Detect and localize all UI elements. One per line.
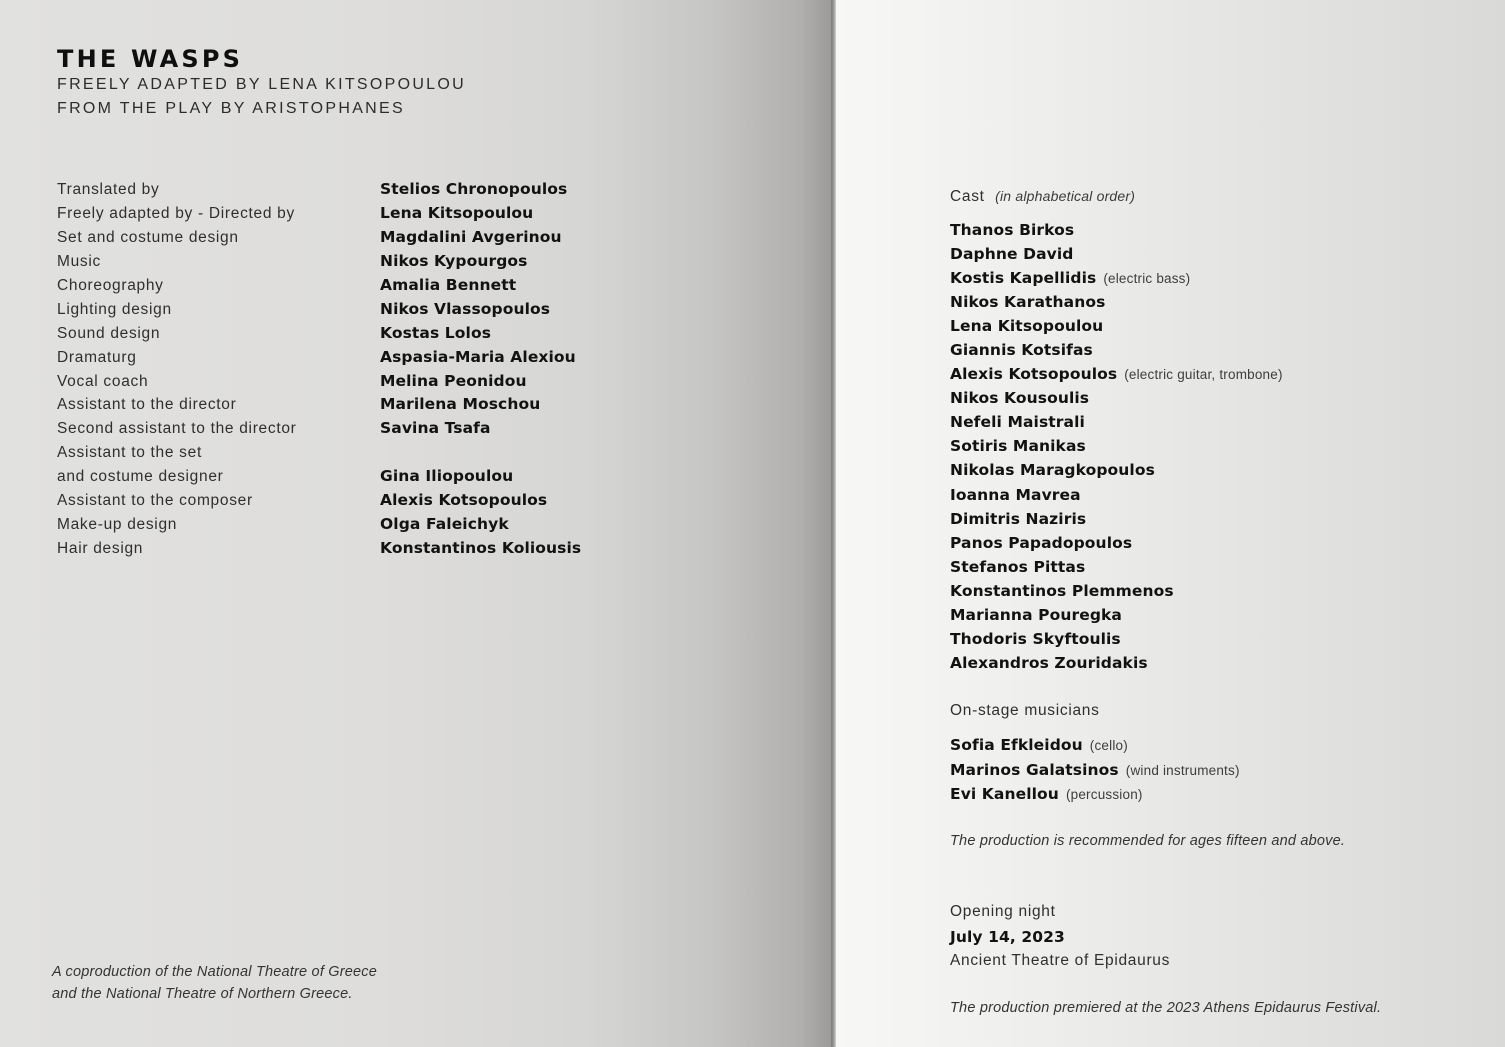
credit-row	[57, 298, 677, 322]
credit-name: Lena Kitsopoulou	[380, 203, 534, 222]
coproduction-note	[52, 962, 377, 1005]
credit-name: Melina Peonidou	[380, 371, 527, 390]
cast-name: Nefeli Maistrali	[950, 413, 1085, 432]
credits-list	[57, 178, 677, 561]
musician-instrument-note: (percussion)	[1065, 787, 1143, 802]
credit-role: Assistant to the composer	[57, 492, 253, 510]
opening-block	[950, 900, 1170, 974]
cast-name: Konstantinos Plemmenos	[950, 581, 1174, 600]
cast-row	[950, 386, 1283, 410]
opening-date: July 14, 2023	[950, 927, 1065, 946]
credit-row	[57, 489, 677, 513]
cast-row	[950, 603, 1283, 627]
cast-name: Ioanna Mavrea	[950, 485, 1081, 504]
credit-role: Dramaturg	[57, 348, 137, 366]
credit-role: Set and costume design	[57, 228, 239, 246]
credit-name: Savina Tsafa	[380, 419, 491, 438]
credit-name: Konstantinos Koliousis	[380, 539, 582, 558]
credit-row	[57, 322, 677, 346]
cast-row	[950, 362, 1283, 386]
credit-role: Assistant to the set	[57, 444, 202, 462]
cast-row	[950, 507, 1283, 531]
cast-name: Giannis Kotsifas	[950, 341, 1093, 360]
cast-name: Kostis Kapellidis	[950, 269, 1097, 288]
credit-role: Assistant to the director	[57, 396, 237, 414]
cast-order-note: (in alphabetical order)	[995, 188, 1136, 204]
credit-row	[57, 465, 677, 489]
musician-name: Evi Kanellou	[950, 785, 1059, 803]
credit-row	[57, 393, 677, 417]
credit-name: Nikos Kypourgos	[380, 251, 528, 270]
cast-row	[950, 458, 1283, 482]
credit-role: Choreography	[57, 276, 164, 294]
cast-instrument-note: (electric guitar, trombone)	[1124, 367, 1283, 383]
age-recommendation-note: The production is recommended for ages fifteen and above.	[950, 833, 1346, 849]
cast-row	[950, 531, 1283, 555]
cast-name: Daphne David	[950, 245, 1074, 264]
cast-row	[950, 627, 1283, 651]
subtitle-line-2: FROM THE PLAY BY ARISTOPHANES	[57, 99, 405, 117]
credit-row	[57, 202, 677, 226]
cast-name: Nikos Karathanos	[950, 293, 1106, 312]
credit-name: Nikos Vlassopoulos	[380, 299, 551, 318]
credit-row	[57, 441, 677, 465]
credit-role: Hair design	[57, 540, 144, 558]
cast-label: Cast	[950, 188, 985, 205]
cast-name: Marianna Pouregka	[950, 605, 1122, 624]
cast-row	[950, 338, 1283, 362]
subtitle-line-1: FREELY ADAPTED BY LENA KITSOPOULOU	[57, 76, 466, 93]
cast-name: Nikos Kousoulis	[950, 389, 1090, 408]
credit-role: Vocal coach	[57, 372, 149, 390]
venue: Ancient Theatre of Epidaurus	[950, 952, 1171, 969]
cast-name: Panos Papadopoulos	[950, 533, 1133, 552]
credit-role: Music	[57, 252, 101, 270]
credit-role: Sound design	[57, 324, 161, 342]
credit-name: Kostas Lolos	[380, 323, 492, 342]
credit-name: Olga Faleichyk	[380, 515, 509, 534]
credit-role: Lighting design	[57, 300, 172, 318]
credit-name: Aspasia-Maria Alexiou	[380, 347, 576, 366]
credit-row	[57, 513, 677, 537]
right-page	[836, 0, 1505, 1047]
credit-role: Translated by	[57, 181, 160, 198]
credit-name: Gina Iliopoulou	[380, 467, 514, 486]
credit-role: Second assistant to the director	[57, 420, 297, 438]
musician-name: Marinos Galatsinos	[950, 760, 1119, 779]
premiere-note: The production premiered at the 2023 Athens Epidaurus Festival.	[950, 1000, 1382, 1016]
cast-row	[950, 555, 1283, 579]
credit-name: Alexis Kotsopoulos	[380, 491, 548, 510]
cast-header	[950, 185, 1135, 207]
credit-row	[57, 370, 677, 394]
cast-row	[950, 242, 1283, 266]
cast-row	[950, 434, 1283, 458]
cast-name: Lena Kitsopoulou	[950, 317, 1104, 336]
credit-name: Marilena Moschou	[380, 395, 541, 414]
cast-row	[950, 218, 1283, 242]
cast-name: Sotiris Manikas	[950, 437, 1086, 456]
cast-row	[950, 579, 1283, 603]
cast-row	[950, 290, 1283, 314]
musician-instrument-note: (cello)	[1089, 738, 1128, 753]
credit-role: Make-up design	[57, 516, 178, 534]
musician-row	[950, 782, 1240, 807]
cast-list	[950, 218, 1283, 675]
cast-row	[950, 410, 1283, 434]
credit-row	[57, 250, 677, 274]
credit-row	[57, 274, 677, 298]
credit-row	[57, 346, 677, 370]
credit-role: and costume designer	[57, 468, 224, 486]
musician-name: Sofia Efkleidou	[950, 736, 1083, 754]
credit-row	[57, 417, 677, 441]
cast-name: Thodoris Skyftoulis	[950, 629, 1121, 648]
cast-instrument-note: (electric bass)	[1103, 271, 1191, 287]
cast-name: Stefanos Pittas	[950, 557, 1086, 576]
coproduction-line-1: A coproduction of the National Theatre of Greece	[52, 964, 378, 980]
credit-name: Magdalini Avgerinou	[380, 227, 562, 246]
credit-row	[57, 178, 677, 202]
musician-instrument-note: (wind instruments)	[1125, 762, 1240, 778]
title-block	[57, 46, 466, 120]
credit-row	[57, 537, 677, 561]
musician-row	[950, 758, 1240, 783]
cast-row	[950, 483, 1283, 507]
opening-night-label: Opening night	[950, 903, 1056, 920]
cast-row	[950, 314, 1283, 338]
page-title: THE WASPS	[57, 45, 244, 73]
cast-row	[950, 651, 1283, 675]
credit-name: Stelios Chronopoulos	[380, 180, 568, 198]
credit-row	[57, 226, 677, 250]
musicians-header: On-stage musicians	[950, 702, 1100, 719]
cast-name: Nikolas Maragkopoulos	[950, 461, 1155, 480]
cast-name: Dimitris Naziris	[950, 509, 1087, 528]
cast-name: Alexandros Zouridakis	[950, 653, 1148, 672]
cast-row	[950, 266, 1283, 290]
musicians-list	[950, 733, 1240, 807]
credit-role: Freely adapted by - Directed by	[57, 204, 295, 222]
credit-name: Amalia Bennett	[380, 275, 517, 294]
coproduction-line-2: and the National Theatre of Northern Greece.	[52, 985, 353, 1002]
cast-name: Thanos Birkos	[950, 221, 1075, 239]
cast-name: Alexis Kotsopoulos	[950, 365, 1118, 384]
musician-row	[950, 733, 1240, 758]
